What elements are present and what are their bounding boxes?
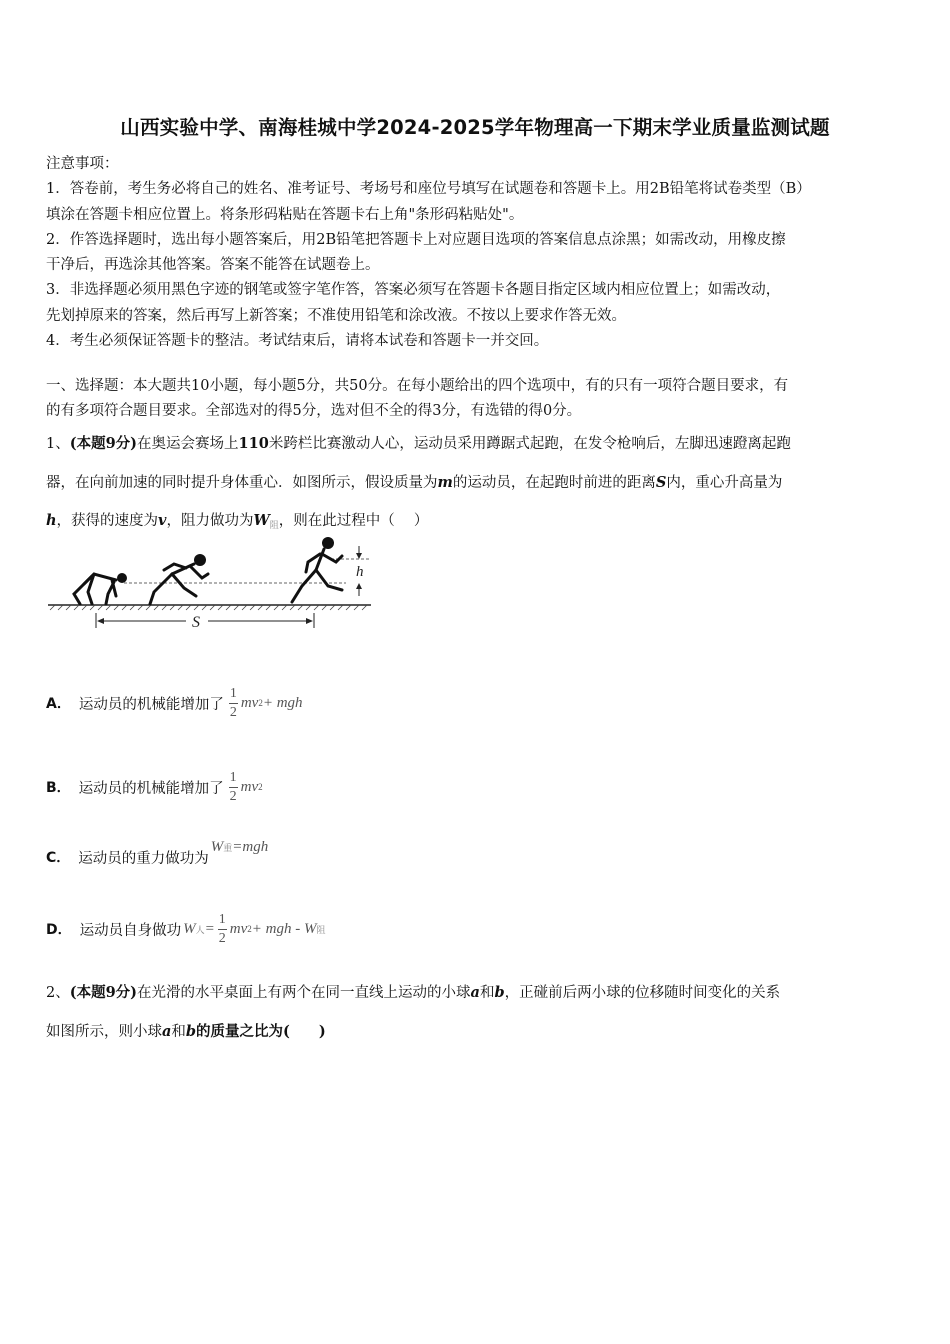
subscript: 人 [195,924,205,935]
formula-term: W [210,838,224,855]
denominator: 2 [229,704,237,720]
numerator: 1 [229,685,238,704]
var-s: S [655,473,667,491]
option-d[interactable] [46,904,325,954]
var-a: a [162,1022,172,1040]
formula-term: =mgh [232,838,269,855]
option-a-label: A． [46,696,71,712]
formula-term: W [183,920,196,937]
question-number: 2、 [46,985,70,1001]
denominator: 2 [218,930,226,946]
option-b-formula [226,769,263,806]
formula-term: mv [229,920,248,937]
option-b-text: 运动员的机械能增加了 [78,780,224,797]
fig-s-label: S [192,614,200,631]
numerator: 1 [218,911,227,930]
exponent: 2 [258,698,263,708]
option-a-formula [226,685,303,722]
exam-notes [46,152,906,354]
denominator: 2 [229,788,237,804]
option-d-label: D． [46,922,72,938]
numerator: 1 [229,769,238,788]
question-score: (本题9分) [69,435,138,452]
option-d-formula [183,911,325,948]
section-line: 的有多项符合题目要求。全部选对的得5分，选对但不全的得3分，有选错的得0分。 [46,403,582,420]
option-c-text: 运动员的重力做功为 [78,850,209,867]
runner-rising-icon [150,554,208,604]
notes-line: 填涂在答题卡相应位置上。将条形码粘贴在答题卡右上角"条形码粘贴处"。 [46,206,524,223]
var-b: b [494,984,505,1001]
formula-term: + mgh [262,694,303,711]
option-a[interactable] [46,678,303,728]
exponent: 2 [247,924,252,934]
stem-text: ，阻力做功为 [166,513,254,529]
option-c-label: C． [46,850,71,866]
section-line: 一、选择题：本大题共10小题，每小题5分，共50分。在每小题给出的四个选项中，有的只有一项符合题目要求，有 [46,378,789,394]
stem-text: 如图所示，则小球 [46,1023,162,1040]
stem-text: ，正碰前后两小球的位移随时间变化的关系 [504,985,781,1001]
fraction [229,769,238,806]
section-instructions [46,374,906,425]
question-1-stem [46,425,906,546]
stem-text: 在光滑的水平桌面上有两个在同一直线上运动的小球 [137,985,471,1001]
notes-line: 干净后，再选涂其他答案。答案不能答在试题卷上。 [46,257,380,274]
sprinter-figure [46,532,376,637]
option-b[interactable] [46,762,263,812]
fig-h-label: h [356,564,364,580]
var-h: h [46,512,57,529]
question-1 [46,425,906,546]
question-2-stem [46,974,906,1051]
option-d-text: 运动员自身做功 [79,922,182,939]
fraction [229,685,238,722]
stem-text: 内，重心升高量为 [666,474,783,491]
stem-text: 器，在向前加速的同时提升身体重心．如图所示，假设质量为 [46,474,438,491]
question-number: 1、 [46,436,70,452]
runner-running-icon [292,537,342,602]
var-w-subscript: 阻 [269,521,279,531]
question-score: (本题9分) [69,984,138,1001]
subscript: 重 [223,842,233,853]
stem-text: 的质量之比为( ) [196,1022,326,1040]
stem-number: 110 [238,435,269,452]
stem-text: ，则在此过程中（ ） [278,513,429,529]
notes-line: 先划掉原来的答案，然后再写上新答案；不准使用铅笔和涂改液。不按以上要求作答无效。 [46,307,626,324]
exponent: 2 [258,782,263,792]
var-w: W [253,512,270,529]
var-m: m [437,473,453,491]
fraction [218,911,227,948]
stem-text: ，获得的速度为 [56,513,159,529]
stem-text: 米跨栏比赛激动人心，运动员采用蹲踞式起跑，在发令枪响后，左脚迅速蹬离起跑 [268,436,791,452]
var-a: a [470,984,480,1001]
formula-term: = [204,920,215,937]
stem-text: 和 [479,985,495,1001]
notes-heading: 注意事项： [46,156,119,172]
question-2 [46,974,906,1051]
notes-line: 4．考生必须保证答题卡的整洁。考试结束后，请将本试卷和答题卡一并交回。 [46,333,549,350]
option-a-text: 运动员的机械能增加了 [78,696,224,713]
subscript: 阻 [316,924,326,935]
runner-crouch-icon [74,573,127,604]
formula-term: + mgh - W [251,920,317,937]
formula-term: mv [240,694,259,711]
option-c[interactable] [46,832,268,882]
page-title: 山西实验中学、南海桂城中学2024-2025学年物理高一下期末学业质量监测试题 [120,116,830,139]
var-v: v [158,512,167,529]
stem-text: 和 [171,1023,186,1040]
notes-line: 1．答卷前，考生务必将自己的姓名、准考证号、考场号和座位号填写在试题卷和答题卡上。用2B铅笔将试卷类型（B） [46,181,811,198]
formula-term: mv [240,778,259,795]
option-c-formula [211,839,268,856]
notes-line: 3．非选择题必须用黑色字迹的钢笔或签字笔作答，答案必须写在答题卡各题目指定区域内相应位置上；如需改动， [46,282,781,299]
stem-text: 的运动员，在起跑时前进的距离 [452,474,656,491]
var-b: b [185,1022,197,1040]
option-b-label: B． [46,780,71,796]
notes-line: 2．作答选择题时，选出每小题答案后，用2B铅笔把答题卡上对应题目选项的答案信息点涂黑；如需改动，用橡皮擦 [46,231,786,248]
stem-text: 在奥运会赛场上 [137,436,239,452]
